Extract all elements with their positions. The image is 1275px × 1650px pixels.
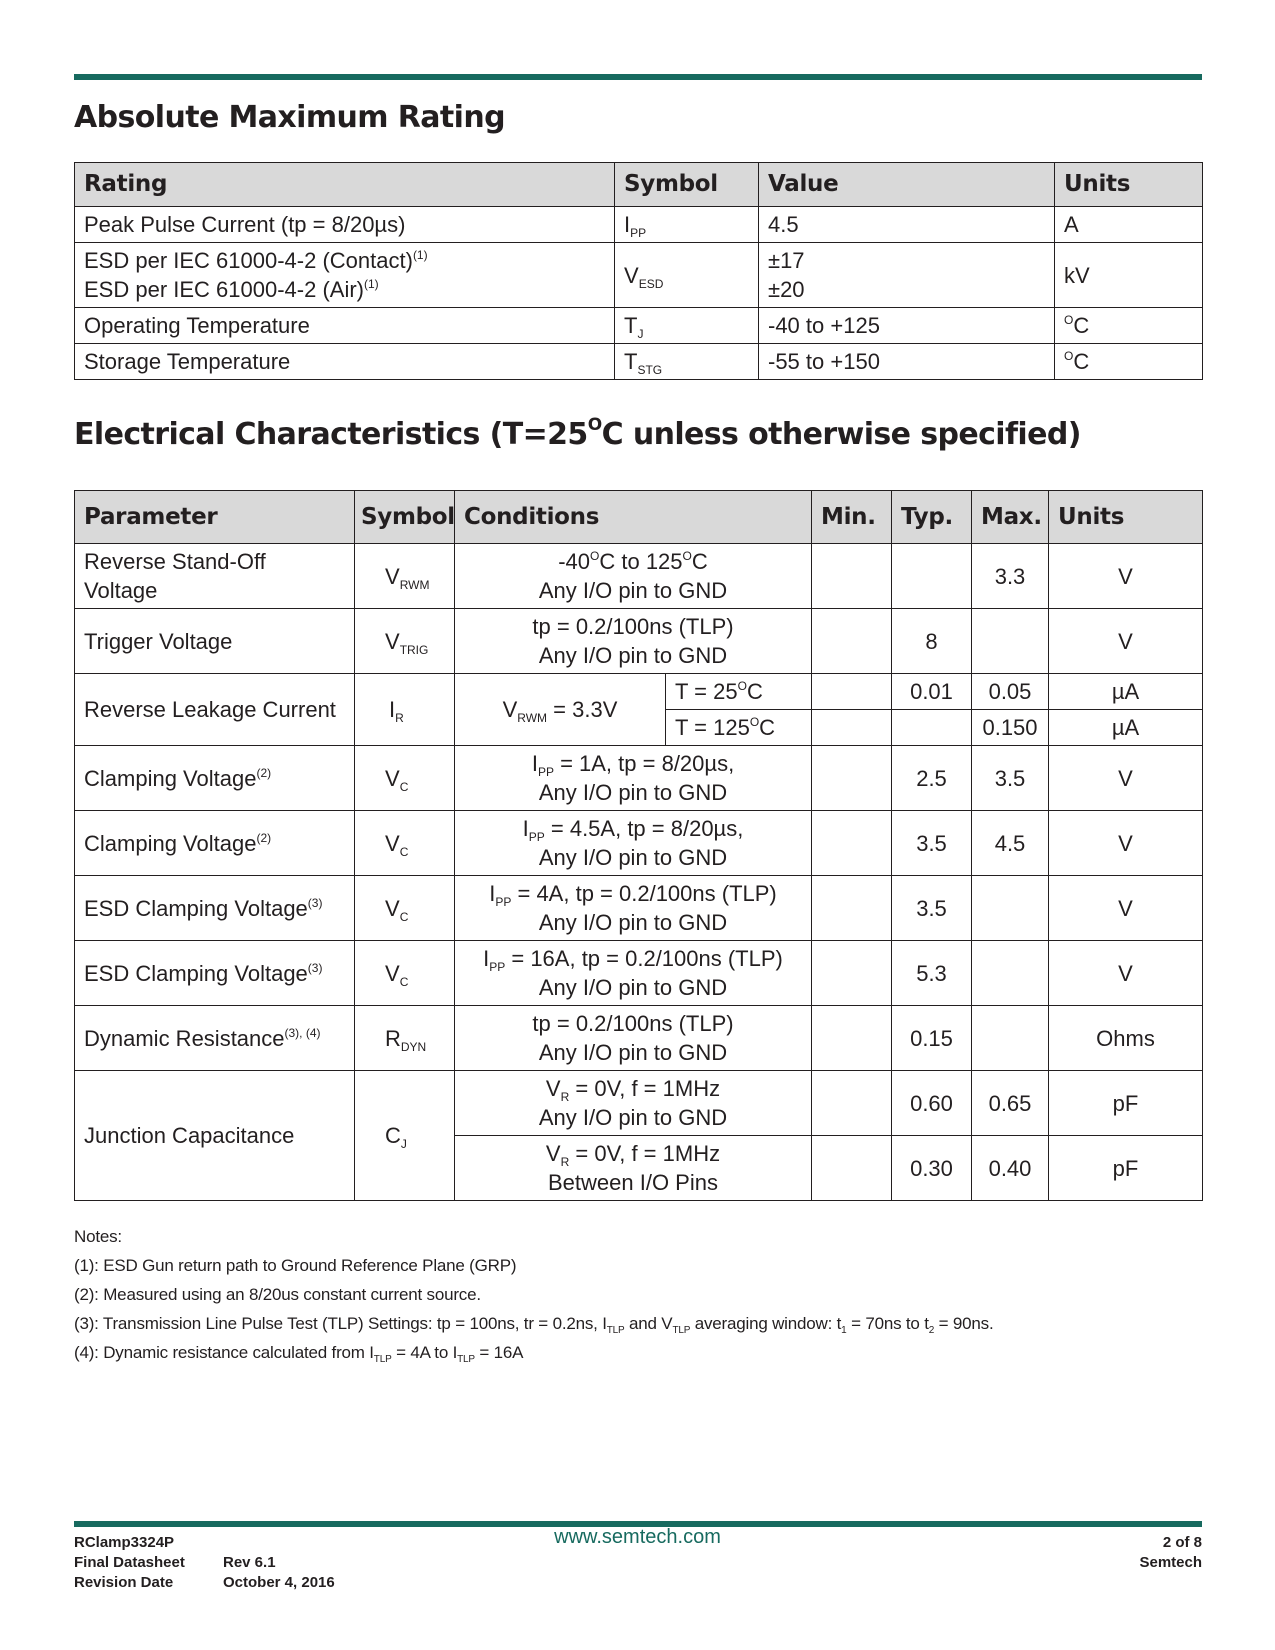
symbol-cell: $T_{STG}$: [615, 344, 759, 380]
units-cell: V: [1049, 941, 1203, 1006]
param-cell: ESD Clamping Voltage$^{(3)}$: [75, 876, 355, 941]
rating-cell: ESD per IEC 61000-4-2 (Contact)$^{(1)}$ ESD per IEC 61000-4-2 (Air)$^{(1)}$: [75, 243, 615, 308]
param-cell: Junction Capacitance: [75, 1071, 355, 1201]
top-accent-bar: [74, 74, 1202, 80]
rating-cell: Peak Pulse Current (tp = 8/20µs): [75, 207, 615, 243]
typ-cell: 0.30: [892, 1136, 972, 1201]
max-cell: [972, 941, 1049, 1006]
conditions-cell: tp = 0.2/100ns (TLP) Any I/O pin to GND: [455, 1006, 812, 1071]
max-cell: 4.5: [972, 811, 1049, 876]
col-value: Value: [759, 163, 1055, 207]
col-symbol: Symbol: [355, 491, 455, 544]
param-cell: Reverse Leakage Current: [75, 674, 355, 746]
param-cell: ESD Clamping Voltage$^{(3)}$: [75, 941, 355, 1006]
conditions-cell: $V_{RWM} = 3.3V$: [455, 674, 666, 746]
units-cell: Ohms: [1049, 1006, 1203, 1071]
max-cell: 0.40: [972, 1136, 1049, 1201]
col-min: Min.: [812, 491, 892, 544]
min-cell: [812, 811, 892, 876]
table-row: [75, 207, 1203, 243]
elec-char-table: [74, 490, 1203, 1201]
typ-cell: 2.5: [892, 746, 972, 811]
abs-max-title: Absolute Maximum Rating: [74, 100, 505, 135]
max-cell: 3.3: [972, 544, 1049, 609]
units-cell: pF: [1049, 1071, 1203, 1136]
temp-cell: $T = 125^OC$: [666, 710, 812, 746]
max-cell: 0.05: [972, 674, 1049, 710]
max-cell: [972, 609, 1049, 674]
param-cell: Clamping Voltage$^{(2)}$: [75, 746, 355, 811]
table-row: [75, 674, 1203, 710]
conditions-cell: $-40^OC$ to $125^OC$ Any I/O pin to GND: [455, 544, 812, 609]
table-row: [75, 609, 1203, 674]
note-1: (1): ESD Gun return path to Ground Reference Plane (GRP): [74, 1256, 517, 1275]
units-cell: V: [1049, 544, 1203, 609]
temp-cell: $T = 25^OC$: [666, 674, 812, 710]
col-units: Units: [1049, 491, 1203, 544]
symbol-cell: $V_{TRIG}$: [355, 609, 455, 674]
typ-cell: 3.5: [892, 811, 972, 876]
table-header-row: [75, 163, 1203, 207]
value-cell: -55 to +150: [759, 344, 1055, 380]
value-cell: ±17 ±20: [759, 243, 1055, 308]
typ-cell: 0.15: [892, 1006, 972, 1071]
note-2: (2): Measured using an 8/20us constant current source.: [74, 1285, 481, 1304]
table-row: [75, 1006, 1203, 1071]
col-parameter: Parameter: [75, 491, 355, 544]
col-conditions: Conditions: [455, 491, 812, 544]
note-4: (4): Dynamic resistance calculated from $I_{TLP} = 4A$ to $I_{TLP} = 16A$: [74, 1343, 524, 1365]
min-cell: [812, 1006, 892, 1071]
symbol-cell: $V_C$: [355, 746, 455, 811]
col-max: Max.: [972, 491, 1049, 544]
typ-cell: 5.3: [892, 941, 972, 1006]
conditions-cell: $I_{PP} = 4A$, tp = 0.2/100ns (TLP) Any I/O pin to GND: [455, 876, 812, 941]
max-cell: 0.65: [972, 1071, 1049, 1136]
typ-cell: 8: [892, 609, 972, 674]
conditions-cell: tp = 0.2/100ns (TLP) Any I/O pin to GND: [455, 609, 812, 674]
min-cell: [812, 1136, 892, 1201]
value-cell: 4.5: [759, 207, 1055, 243]
typ-cell: 0.60: [892, 1071, 972, 1136]
param-cell: Reverse Stand-Off Voltage: [75, 544, 355, 609]
conditions-cell: $I_{PP} = 16A$, tp = 0.2/100ns (TLP) Any I/O pin to GND: [455, 941, 812, 1006]
typ-cell: 0.01: [892, 674, 972, 710]
min-cell: [812, 609, 892, 674]
max-cell: [972, 876, 1049, 941]
min-cell: [812, 674, 892, 710]
symbol-cell: $V_{RWM}$: [355, 544, 455, 609]
symbol-cell: $I_R$: [355, 674, 455, 746]
elec-char-title: Electrical Characteristics ($T=25^OC$ unless otherwise specified): [74, 415, 1081, 452]
max-cell: 3.5: [972, 746, 1049, 811]
max-cell: 0.150: [972, 710, 1049, 746]
units-cell: µA: [1049, 710, 1203, 746]
max-cell: [972, 1006, 1049, 1071]
conditions-cell: $I_{PP} = 1A$, tp = 8/20µs, Any I/O pin to GND: [455, 746, 812, 811]
table-row: [75, 811, 1203, 876]
conditions-cell: $V_R = 0V$, f = 1MHz Any I/O pin to GND: [455, 1071, 812, 1136]
footer-product: RClamp3324P: [74, 1534, 175, 1551]
units-cell: µA: [1049, 674, 1203, 710]
table-row: [75, 308, 1203, 344]
rating-cell: Operating Temperature: [75, 308, 615, 344]
col-typ: Typ.: [892, 491, 972, 544]
typ-cell: [892, 710, 972, 746]
typ-cell: [892, 544, 972, 609]
symbol-cell: $V_C$: [355, 941, 455, 1006]
footer-url-link[interactable]: www.semtech.com: [554, 1526, 721, 1548]
table-row: [75, 876, 1203, 941]
table-row: [75, 1071, 1203, 1136]
typ-cell: 3.5: [892, 876, 972, 941]
footer-revision: [223, 1553, 335, 1593]
units-cell: V: [1049, 811, 1203, 876]
symbol-cell: $V_{ESD}$: [615, 243, 759, 308]
table-row: [75, 544, 1203, 609]
param-cell: Dynamic Resistance$^{(3), (4)}$: [75, 1006, 355, 1071]
col-units: Units: [1055, 163, 1203, 207]
footer-page-number: 2 of 8: [1162, 1534, 1202, 1551]
symbol-cell: $V_C$: [355, 811, 455, 876]
table-row: [75, 941, 1203, 1006]
notes-heading: Notes:: [74, 1227, 122, 1246]
symbol-cell: $T_J$: [615, 308, 759, 344]
table-row: [75, 746, 1203, 811]
symbol-cell: $I_{PP}$: [615, 207, 759, 243]
units-cell: V: [1049, 746, 1203, 811]
min-cell: [812, 876, 892, 941]
table-row: [75, 243, 1203, 308]
param-cell: Trigger Voltage: [75, 609, 355, 674]
footer-right: [1139, 1533, 1202, 1573]
col-symbol: Symbol: [615, 163, 759, 207]
footer-doc-type: Final Datasheet: [74, 1554, 185, 1571]
min-cell: [812, 941, 892, 1006]
footer-company: Semtech: [1139, 1554, 1202, 1571]
units-cell: A: [1055, 207, 1203, 243]
min-cell: [812, 1071, 892, 1136]
abs-max-table: [74, 162, 1203, 380]
conditions-cell: $V_R = 0V$, f = 1MHz Between I/O Pins: [455, 1136, 812, 1201]
notes-section: [74, 1222, 993, 1367]
rating-cell: Storage Temperature: [75, 344, 615, 380]
symbol-cell: $V_C$: [355, 876, 455, 941]
table-header-row: [75, 491, 1203, 544]
conditions-cell: $I_{PP} = 4.5A$, tp = 8/20µs, Any I/O pin to GND: [455, 811, 812, 876]
symbol-cell: $R_{DYN}$: [355, 1006, 455, 1071]
min-cell: [812, 544, 892, 609]
units-cell: pF: [1049, 1136, 1203, 1201]
param-cell: Clamping Voltage$^{(2)}$: [75, 811, 355, 876]
symbol-cell: $C_J$: [355, 1071, 455, 1201]
min-cell: [812, 746, 892, 811]
units-cell: V: [1049, 876, 1203, 941]
units-cell: $^O$C: [1055, 308, 1203, 344]
footer-date: October 4, 2016: [223, 1574, 335, 1591]
min-cell: [812, 710, 892, 746]
note-3: (3): Transmission Line Pulse Test (TLP) Settings: tp = 100ns, tr = 0.2ns, $I_{TLP}$ and $V_{TLP}$ averaging window: $t_1 = 70ns$ to $t_2 = 90ns$.: [74, 1314, 994, 1336]
units-cell: $^O$C: [1055, 344, 1203, 380]
units-cell: kV: [1055, 243, 1203, 308]
col-rating: Rating: [75, 163, 615, 207]
footer-rev: Rev 6.1: [223, 1554, 276, 1571]
footer-rev-date-label: Revision Date: [74, 1574, 174, 1591]
value-cell: -40 to +125: [759, 308, 1055, 344]
table-row: [75, 344, 1203, 380]
units-cell: V: [1049, 609, 1203, 674]
